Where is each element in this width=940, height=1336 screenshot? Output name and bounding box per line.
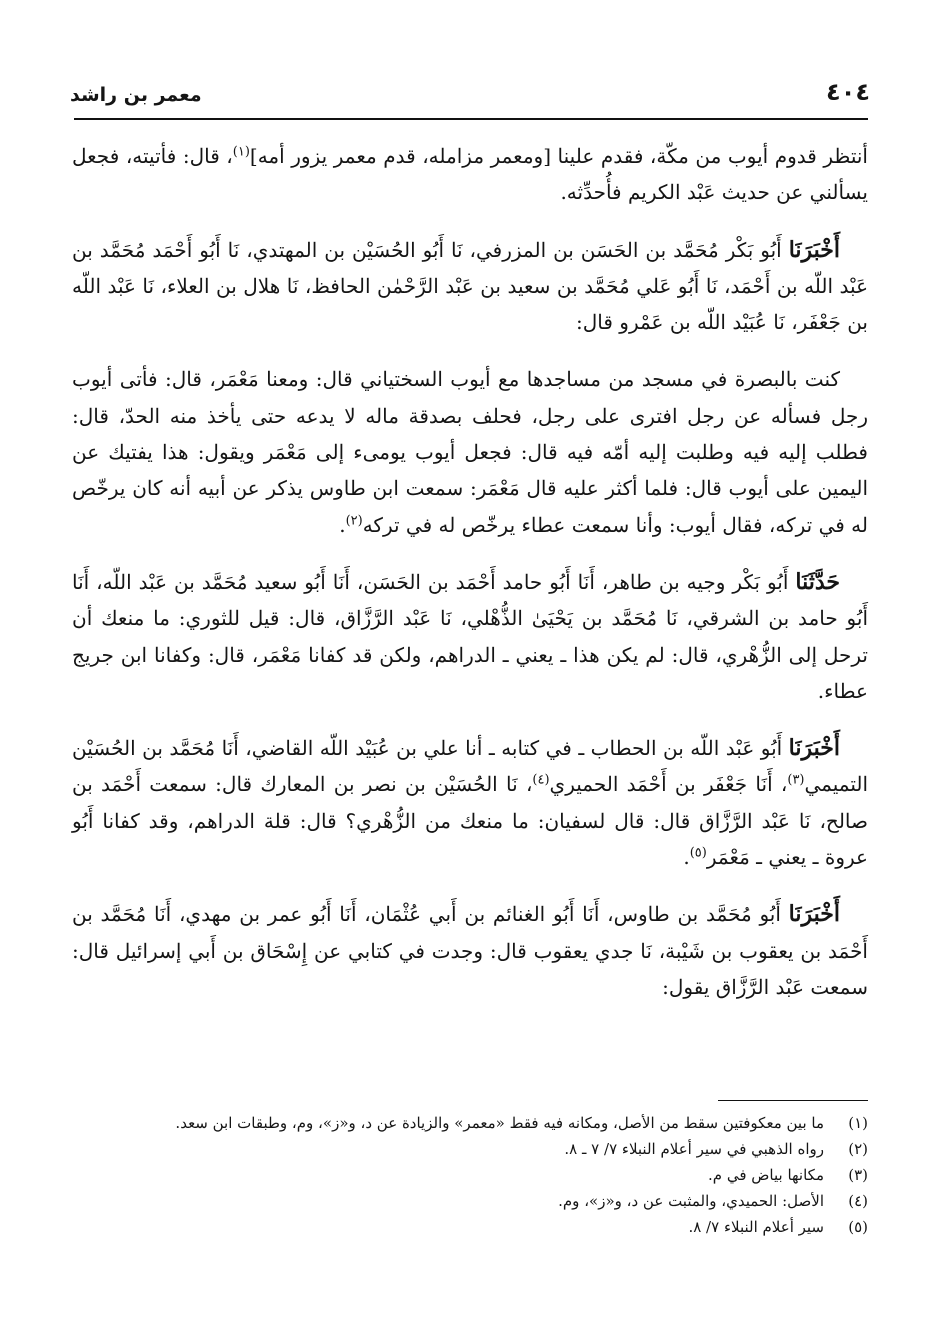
isnad-lead-word: حَدَّثَنَا xyxy=(795,568,840,595)
paragraph xyxy=(72,564,868,709)
paragraph-text: ، أَنَا جَعْفَر بن أَحْمَد الحميري xyxy=(549,772,788,797)
footnote xyxy=(72,1188,868,1214)
paragraph xyxy=(72,232,868,341)
footnote-number: (٥) xyxy=(848,1218,868,1236)
footnote xyxy=(72,1136,868,1162)
footnote-text: مكانها بياض في م. xyxy=(708,1166,824,1184)
paragraph-text: أَبُو عَبْد اللّه بن الحطاب ـ في كتابه ـ أنا علي بن عُبَيْد اللّه القاضي، أَنَا مُحَمَّد بن الحُسَيْن التميمي xyxy=(72,736,869,797)
footnote xyxy=(72,1214,868,1240)
footnote-ref: (٢) xyxy=(345,513,363,529)
footnote-text: رواه الذهبي في سير أعلام النبلاء ٧/ ٧ ـ ٨. xyxy=(564,1140,824,1158)
footnote-ref: (١) xyxy=(232,144,250,160)
footnote-number: (٢) xyxy=(848,1140,868,1158)
footnote-text: الأصل: الحميدي، والمثبت عن د، و«ز»، وم. xyxy=(558,1192,824,1210)
header-rule xyxy=(74,118,868,120)
paragraph-text: كنت بالبصرة في مسجد من مساجدها مع أيوب السختياني قال: ومعنا مَعْمَر، قال: فأتى أيوب رجل فسأله عن رجل افترى على رجل، فحلف بصدقة ماله لا يدعه حتى يأخذ منه الحدّ، قال: فطلب إليه فيه وطلبت إليه أمّه فيه قال: فجعل أيوب يومىء إلى مَعْمَر ويقول: هذا يفتيك عن اليمين على أيوب قال: فلما أكثر عليه قال مَعْمَر: سمعت ابن طاوس يذكر عن أبيه أنه كان يرخّص له في تركه، فقال أيوب: وأنا سمعت عطاء يرخّص له في تركه xyxy=(72,367,868,537)
footnote-text: سير أعلام النبلاء ٧/ ٨. xyxy=(688,1218,824,1236)
footnote-number: (١) xyxy=(848,1114,868,1132)
paragraph-text: . xyxy=(339,512,346,537)
isnad-lead-word: أَخْبَرَنَا xyxy=(788,901,840,928)
footnote-ref: (٣) xyxy=(787,772,805,788)
paragraph-text: ، قال: فأتيته، فجعل يسألني عن حديث عَبْد الكريم فأُحدِّثه. xyxy=(72,144,868,205)
footnote-ref: (٥) xyxy=(689,845,707,861)
footnote-separator xyxy=(718,1100,868,1101)
footnote-number: (٤) xyxy=(848,1192,868,1210)
paragraph-text: أَبُو بَكْر مُحَمَّد بن الحَسَن بن المزرفي، نَا أَبُو الحُسَيْن بن المهتدي، نَا أَبُو أَحْمَد مُحَمَّد بن عَبْد اللّه بن أَحْمَد، نَا أَبُو عَلي مُحَمَّد بن سعيد بن عَبْد الرَّحْمٰن الحافظ، نَا هلال بن العلاء، نَا عَبْد اللّه بن جَعْفَر، نَا عُبَيْد اللّه بن عَمْرو قال: xyxy=(72,237,868,335)
footnote-ref: (٤) xyxy=(532,772,550,788)
paragraph xyxy=(72,361,868,542)
page-header xyxy=(70,66,870,106)
footnote xyxy=(72,1162,868,1188)
paragraph xyxy=(72,896,868,1005)
footnotes xyxy=(72,1110,868,1240)
paragraph-text: أنتظر قدوم أيوب من مكّة، فقدم علينا [ومعمر مزامله، قدم معمر يزور أمه] xyxy=(249,144,868,168)
page-number: ٤٠٤ xyxy=(826,78,870,106)
isnad-lead-word: أَخْبَرَنَا xyxy=(788,735,840,762)
footnote xyxy=(72,1110,868,1136)
paragraph-text: . xyxy=(683,845,690,870)
paragraph-text: أَبُو مُحَمَّد بن طاوس، أَنَا أَبُو الغنائم بن أَبي عُثْمَان، أَنَا أَبُو عمر بن مهدي، أَنَا مُحَمَّد بن أَحْمَد بن يعقوب بن شَيْبة، نَا جدي يعقوب قال: وجدت في كتابي عن إِسْحَاق بن أَبي إسرائيل قال: سمعت عَبْد الرَّزَّاق يقول: xyxy=(72,902,868,999)
footnote-text: ما بين معكوفتين سقط من الأصل، ومكانه فيه فقط «معمر» والزيادة عن د، و«ز»، وم، وطبقات ابن سعد. xyxy=(175,1114,824,1132)
paragraph xyxy=(72,138,868,211)
paragraph-text: أَبُو بَكْر وجيه بن طاهر، أَنَا أَبُو حامد أَحْمَد بن الحَسَن، أَنَا أَبُو سعيد مُحَمَّد بن عَبْد اللّه، أَنَا أَبُو حامد بن الشرقي، نَا مُحَمَّد بن يَحْيَىٰ الذُّهْلي، نَا عَبْد الرَّزَّاق، قال: قيل للثوري: ما منعك أن ترحل إلى الزُّهْري، قال: لم يكن هذا ـ يعني ـ الدراهم، ولكن قد كفانا مَعْمَر، قال: وكفانا ابن جريج عطاء. xyxy=(72,569,869,703)
footnote-number: (٣) xyxy=(848,1166,868,1184)
running-title: معمر بن راشد xyxy=(70,84,202,106)
isnad-lead-word: أَخْبَرَنَا xyxy=(788,236,841,263)
body-text xyxy=(72,138,868,1026)
paragraph xyxy=(72,730,868,875)
paragraph-text: ، نَا الحُسَيْن بن نصر بن المعارك قال: سمعت أَحْمَد بن صالح، نَا عَبْد الرَّزَّاق قال: قال لسفيان: ما منعك من الزُّهْري؟ قال: قلة الدراهم، وقد كفانا أَبُو عروة ـ يعني ـ مَعْمَر xyxy=(72,772,868,870)
